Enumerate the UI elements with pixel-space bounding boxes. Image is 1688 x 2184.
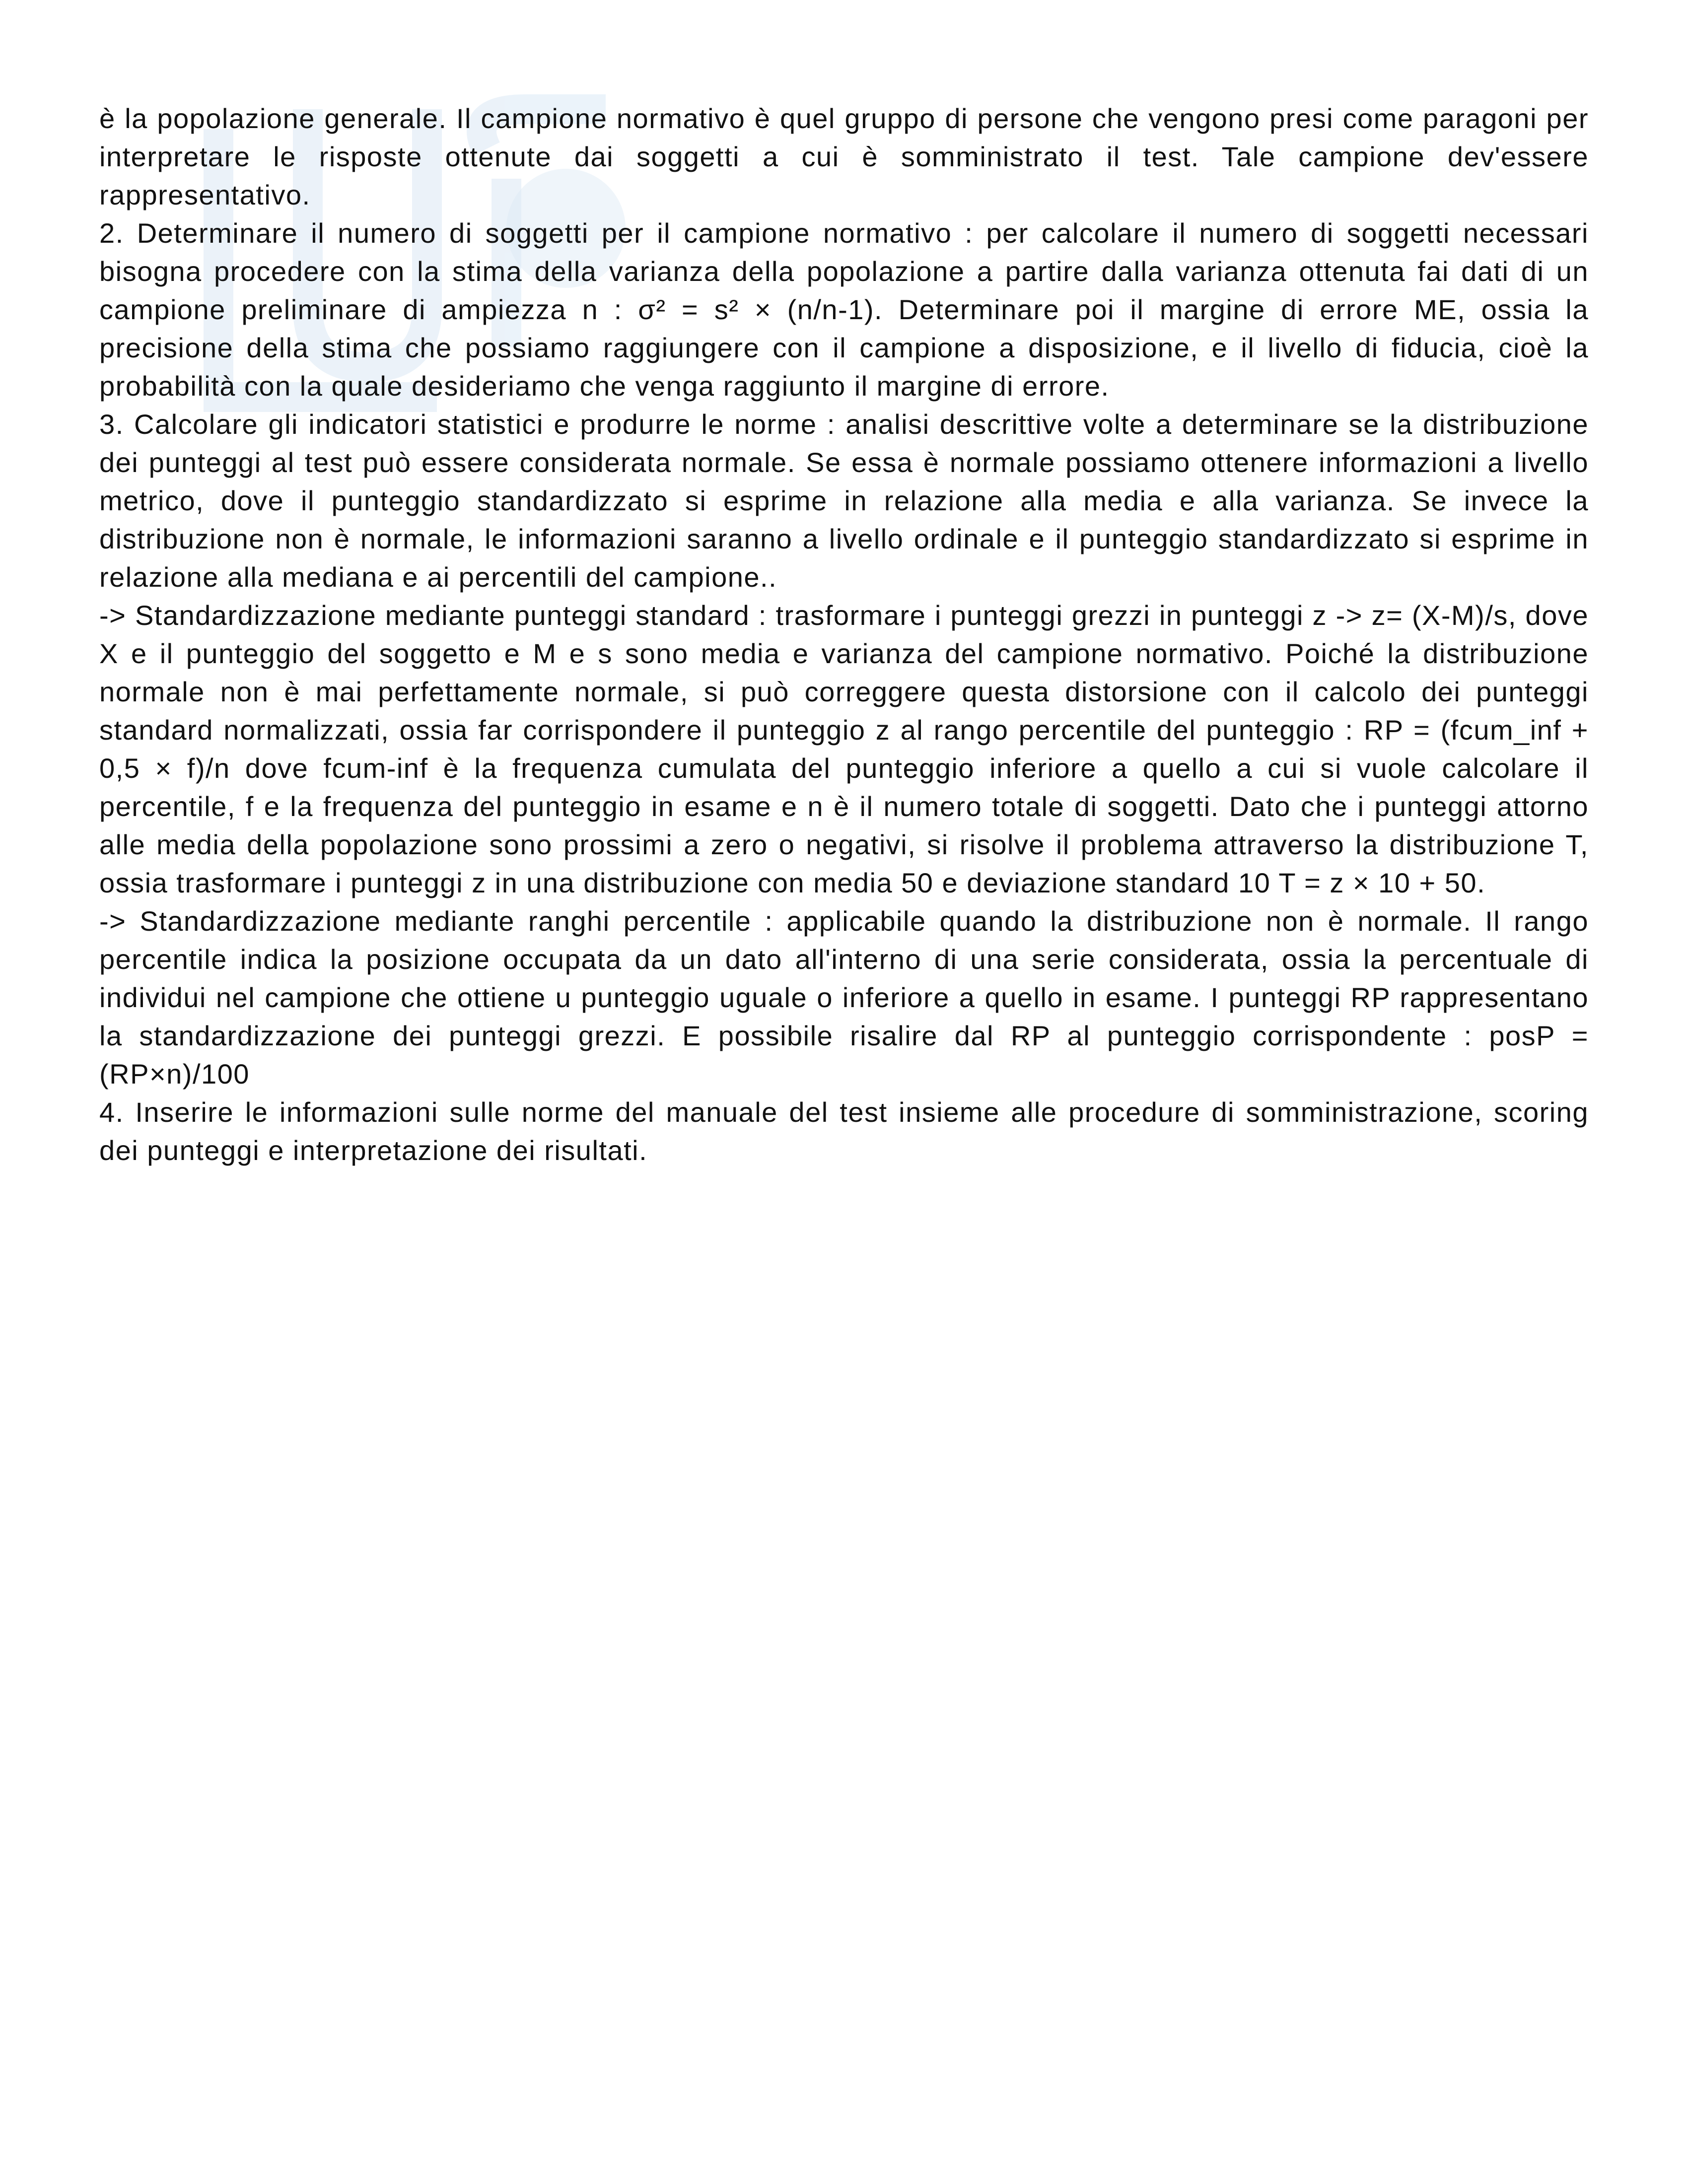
paragraph-percentile-ranks: -> Standardizzazione mediante ranghi percentile : applicabile quando la distribuzione non è normale. Il rango percentile indica la posizione occupata da un dato all'interno di una serie considerata, ossia la percentuale di individui nel campione che ottiene u punteggio uguale o inferiore a quello in esame. I punteggi RP rappresentano la standardizzazione dei punteggi grezzi. E possibile risalire dal RP al punteggio corrispondente : posP = (RP×n)/100 [99, 905, 1589, 1090]
paragraph-step-3: 3. Calcolare gli indicatori statistici e produrre le norme : analisi descrittive volte a determinare se la distribuzione dei punteggi al test può essere considerata normale. Se essa è normale possiamo ottenere informazioni a livello metrico, dove il punteggio standardizzato si esprime in relazione alla media e alla varianza. Se invece la distribuzione non è normale, le informazioni saranno a livello ordinale e il punteggio standardizzato si esprime in relazione alla mediana e ai percentili del campione.. [99, 409, 1589, 593]
paragraph-intro: è la popolazione generale. Il campione normativo è quel gruppo di persone che vengono presi come paragoni per interpretare le risposte ottenute dai soggetti a cui è somministrato il test. Tale campione dev'essere rappresentativo. [99, 103, 1589, 210]
paragraph-standard-scores: -> Standardizzazione mediante punteggi standard : trasformare i punteggi grezzi in punteggi z -> z= (X-M)/s, dove X e il punteggio del soggetto e M e s sono media e varianza del campione normativo. Poiché la distribuzione normale non è mai perfettamente normale, si può correggere questa distorsione con il calcolo dei punteggi standard normalizzati, ossia far corrispondere il punteggio z al rango percentile del punteggio : RP = (fcum_inf + 0,5 × f)/n dove fcum-inf è la frequenza cumulata del punteggio inferiore a quello a cui si vuole calcolare il percentile, f e la frequenza del punteggio in esame e n è il numero totale di soggetti. Dato che i punteggi attorno alle media della popolazione sono prossimi a zero o negativi, si risolve il problema attraverso la distribuzione T, ossia trasformare i punteggi z in una distribuzione con media 50 e deviazione standard 10 T = z × 10 + 50. [99, 600, 1589, 898]
paragraph-step-4: 4. Inserire le informazioni sulle norme del manuale del test insieme alle procedure di somministrazione, scoring dei punteggi e interpretazione dei risultati. [99, 1096, 1589, 1166]
document-body [99, 99, 1589, 1169]
paragraph-step-2: 2. Determinare il numero di soggetti per il campione normativo : per calcolare il numero di soggetti necessari bisogna procedere con la stima della varianza della popolazione a partire dalla varianza ottenuta fai dati di un campione preliminare di ampiezza n : σ² = s² × (n/n-1). Determinare poi il margine di errore ME, ossia la precisione della stima che possiamo raggiungere con il campione a disposizione, e il livello di fiducia, cioè la probabilità con la quale desideriamo che venga raggiunto il margine di errore. [99, 217, 1589, 402]
